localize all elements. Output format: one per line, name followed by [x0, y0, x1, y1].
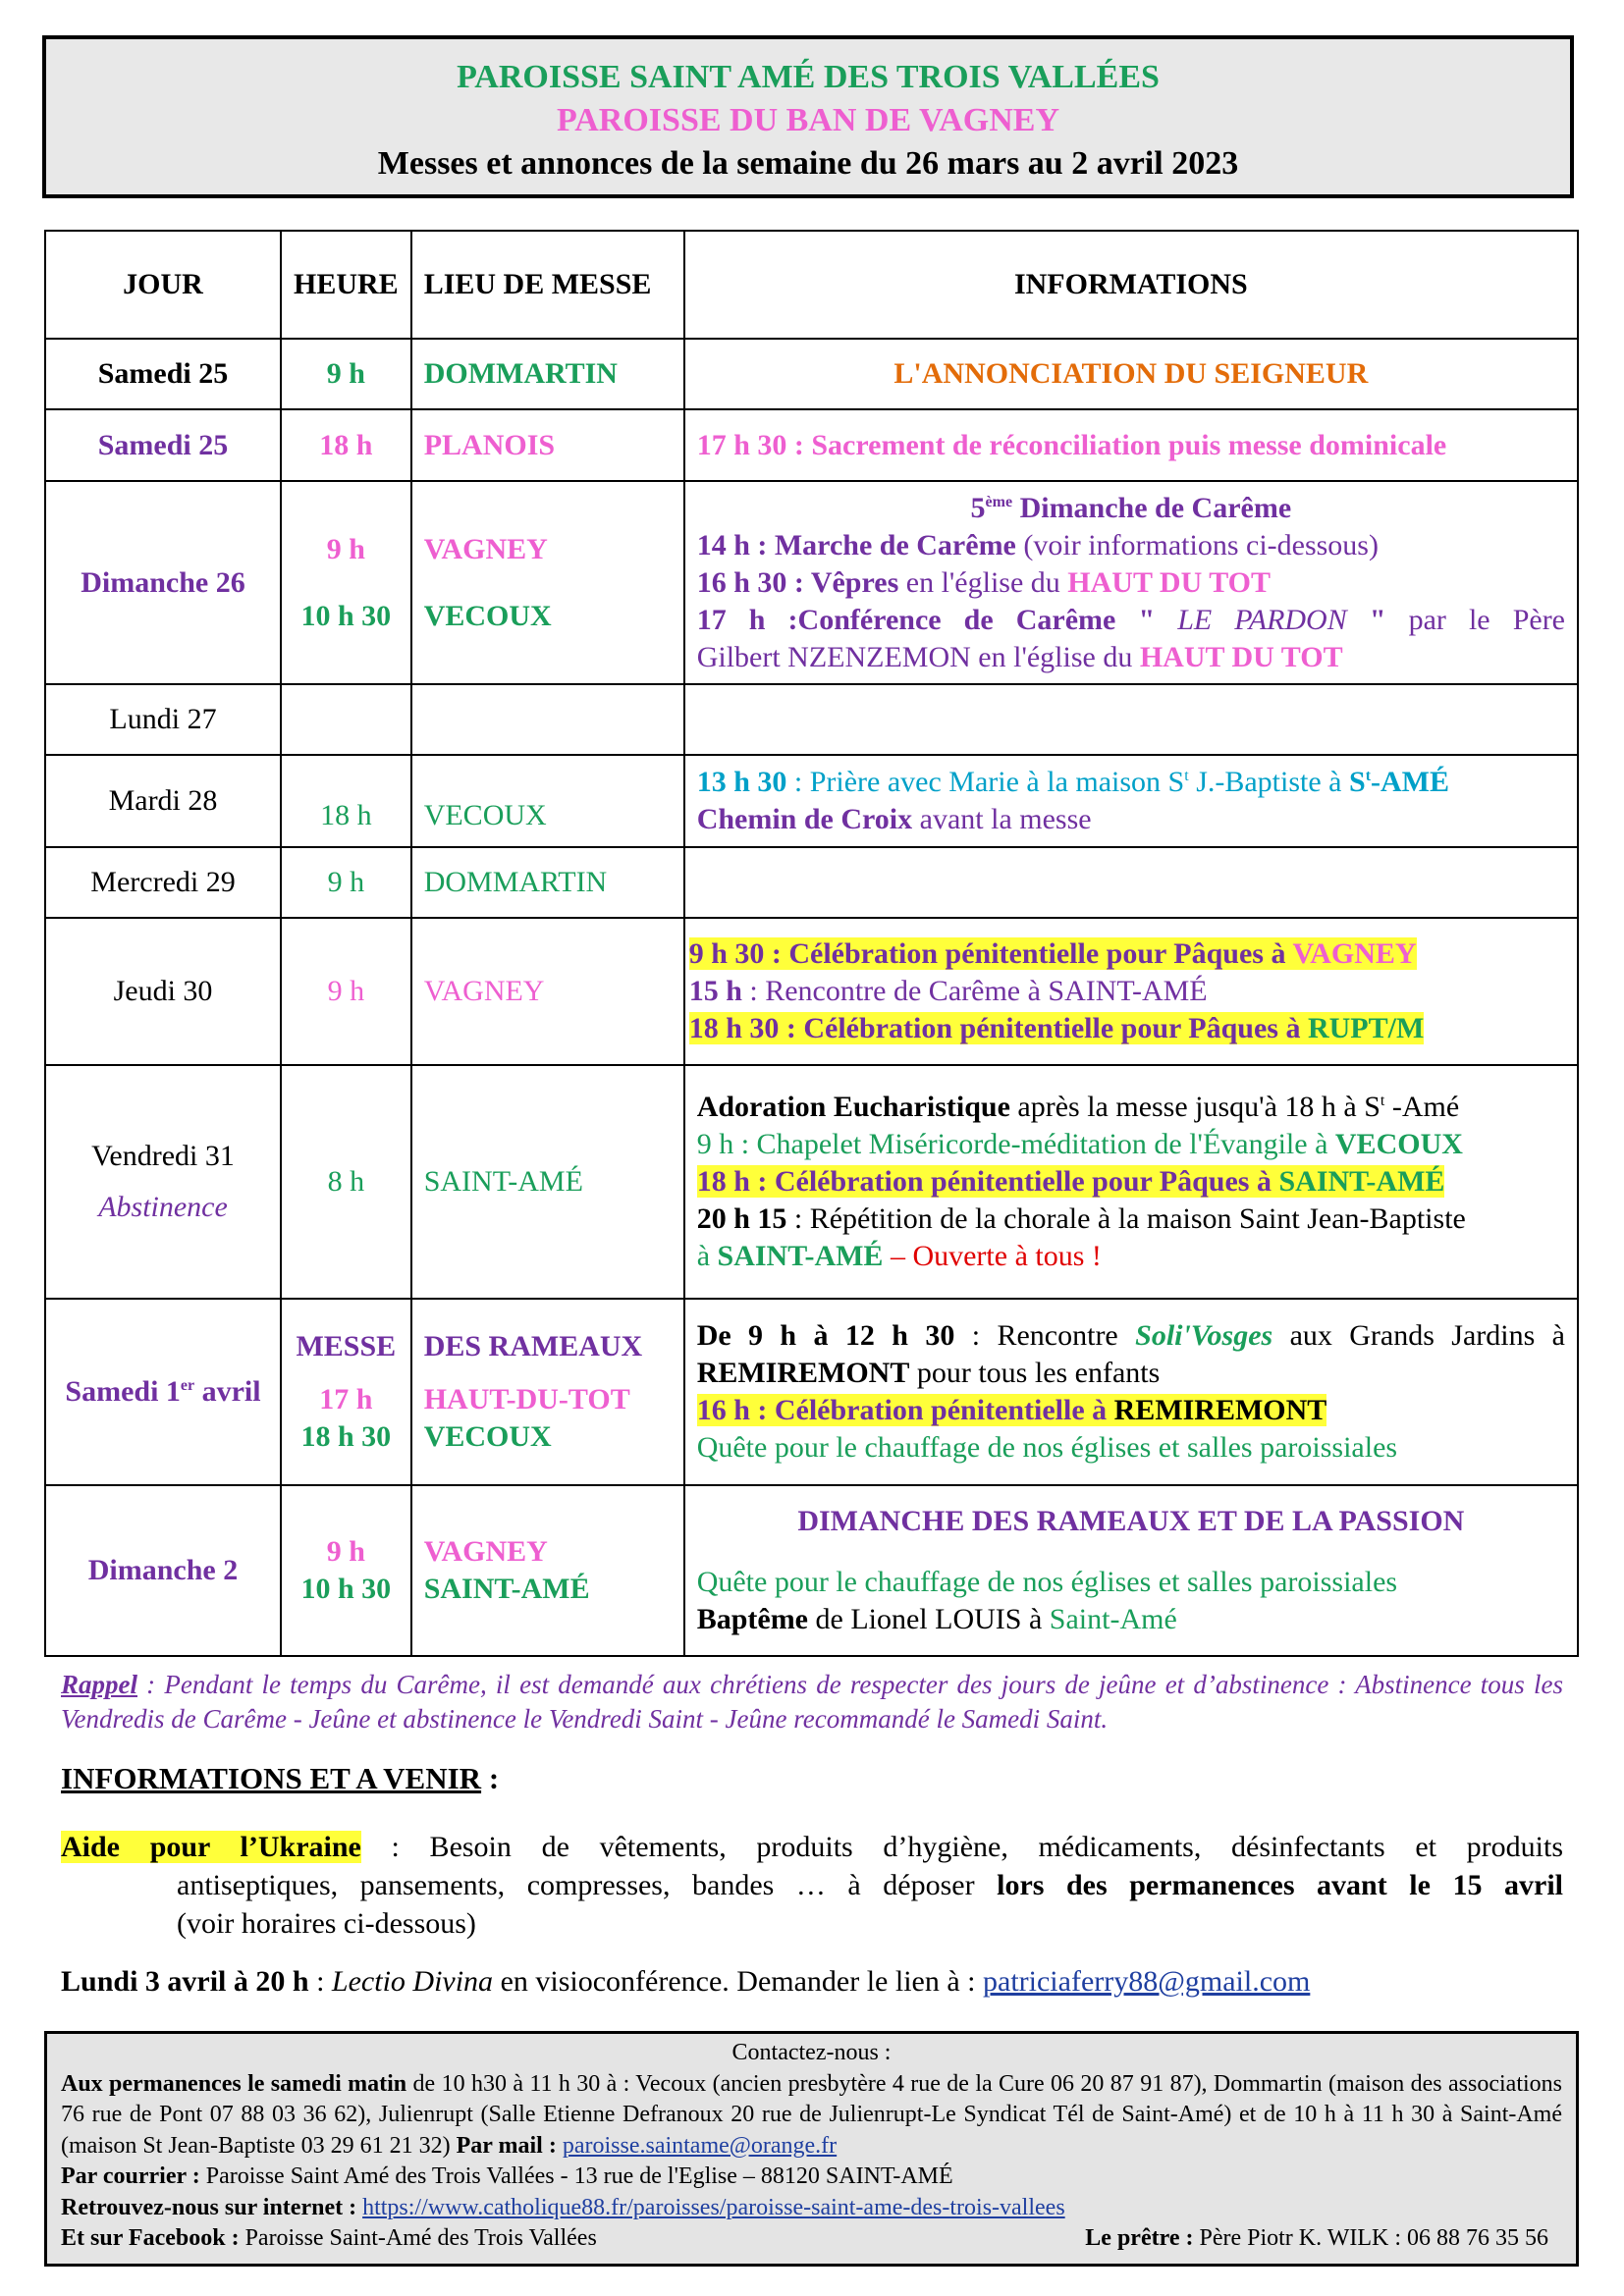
rappel-label: Rappel: [61, 1670, 137, 1699]
info-text: de Lionel LOUIS à: [808, 1603, 1050, 1635]
info-text: 17 h :Conférence de Carême ": [696, 603, 1156, 636]
parish-title: PAROISSE SAINT AMÉ DES TROIS VALLÉES: [457, 59, 1160, 95]
info-text: 13 h 30: [696, 766, 787, 798]
info-cell: 17 h 30 : Sacrement de réconciliation puis messe dominicale: [684, 409, 1578, 481]
parish-subtitle: PAROISSE DU BAN DE VAGNEY: [557, 102, 1059, 138]
hour-text: 18 h 30: [300, 1420, 392, 1453]
info-text: 14 h : Marche de Carême: [696, 528, 1016, 561]
col-day: JOUR: [45, 231, 281, 339]
info-text: 5: [970, 491, 986, 524]
table-row: [45, 918, 1578, 1065]
superscript: t: [1365, 768, 1372, 784]
info-text: Chemin de Croix: [696, 803, 913, 835]
info-text: pour tous les enfants: [909, 1357, 1161, 1389]
info-text: Adoration Eucharistique: [696, 1091, 1010, 1123]
email-link[interactable]: patriciaferry88@gmail.com: [983, 1965, 1311, 1998]
table-row: [45, 1485, 1578, 1656]
hour-text: 10 h 30: [300, 1573, 392, 1605]
info-text: 18 h : Célébration pénitentielle pour Pâques à: [696, 1165, 1279, 1198]
table-row: [45, 481, 1578, 684]
place-cell: [411, 481, 684, 684]
place-text: HAUT-DU-TOT: [423, 1383, 630, 1415]
info-text: De 9 h à 12 h 30: [696, 1319, 955, 1352]
info-line: [689, 973, 1565, 1010]
col-info: INFORMATIONS: [684, 231, 1578, 339]
info-line: [697, 1238, 1565, 1275]
contact-label: Aux permanences le samedi matin: [61, 2070, 407, 2097]
info-line: [697, 639, 1565, 676]
info-line: [697, 490, 1565, 527]
day-cell: Lundi 27: [45, 684, 281, 755]
info-text: HAUT DU TOT: [1067, 565, 1272, 599]
notice-text: en visioconférence. Demander le lien à :: [493, 1965, 984, 1998]
info-text: : Répétition de la chorale à la maison Saint Jean-Baptiste: [786, 1202, 1466, 1235]
contact-label: Par mail :: [456, 2132, 557, 2159]
contact-label: Et sur Facebook :: [61, 2225, 240, 2251]
day-cell: Mercredi 29: [45, 847, 281, 918]
info-text: SAINT-AMÉ: [717, 1240, 884, 1272]
place-1: VAGNEY: [423, 532, 548, 565]
contact-priest: [1085, 2223, 1562, 2255]
table-row: [45, 1065, 1578, 1299]
notice-text: lors des permanences avant le 15 avril: [997, 1869, 1563, 1901]
place-text: VAGNEY: [423, 1535, 548, 1568]
header-box: [42, 35, 1574, 198]
info-text: après la messe jusqu'à 18 h à S: [1009, 1091, 1380, 1123]
hour-cell: 9 h: [281, 918, 411, 1065]
info-cell: [684, 755, 1578, 847]
info-text: -Amé: [1384, 1091, 1460, 1123]
notice-line: [61, 1828, 1563, 1866]
hour-cell: [281, 684, 411, 755]
hour-cell: [281, 481, 411, 684]
place-cell: SAINT-AMÉ: [411, 1065, 684, 1299]
info-text: 15 h: [688, 975, 742, 1007]
mass-schedule-table: [44, 230, 1579, 1657]
info-line: [689, 935, 1565, 973]
hour-cell: [281, 1485, 411, 1656]
place-cell: [411, 1299, 684, 1485]
info-line: [697, 801, 1565, 838]
day-cell: [45, 1065, 281, 1299]
info-text: 18 h 30 : Célébration pénitentielle pour Pâques à: [688, 1012, 1308, 1044]
info-line: [689, 1010, 1565, 1047]
table-row: [45, 684, 1578, 755]
info-line: [697, 1317, 1565, 1355]
info-text: Dimanche de Carême: [1012, 491, 1292, 524]
place-2: VECOUX: [423, 599, 552, 632]
notice-text: Lectio Divina: [331, 1965, 494, 1998]
hour-2: 10 h 30: [300, 599, 392, 632]
superscript: er: [180, 1377, 195, 1394]
info-line: [697, 1126, 1565, 1163]
info-text: : Rencontre de Carême à SAINT-AMÉ: [741, 975, 1208, 1007]
hour-text: 9 h: [326, 1535, 365, 1568]
week-title: Messes et annonces de la semaine du 26 mars au 2 avril 2023: [377, 145, 1239, 182]
notice-label: Aide pour l’Ukraine: [61, 1831, 361, 1863]
superscript: t: [1380, 1093, 1385, 1109]
hour-cell: 18 h: [281, 409, 411, 481]
col-hour: HEURE: [281, 231, 411, 339]
place-text: SAINT-AMÉ: [423, 1573, 590, 1605]
info-text: SAINT-AMÉ: [1278, 1165, 1445, 1198]
info-line: [697, 1089, 1565, 1126]
info-text: 16 h : Célébration pénitentielle à: [696, 1394, 1114, 1426]
place-cell: PLANOIS: [411, 409, 684, 481]
place-cell: DOMMARTIN: [411, 847, 684, 918]
info-text: REMIREMONT: [696, 1357, 910, 1389]
contact-text: Paroisse Saint Amé des Trois Vallées - 13 rue de l'Eglise – 88120 SAINT-AMÉ: [199, 2163, 953, 2189]
day-text: Vendredi 31: [91, 1140, 235, 1172]
info-line: [697, 527, 1565, 564]
superscript: t: [1184, 768, 1189, 784]
info-line: [697, 1163, 1565, 1201]
table-row: [45, 1299, 1578, 1485]
info-text: HAUT DU TOT: [1139, 640, 1343, 673]
info-text: Gilbert NZENZEMON en l'église du: [696, 640, 1140, 673]
section-title-colon: :: [481, 1761, 500, 1795]
hour-cell: 8 h: [281, 1065, 411, 1299]
contact-facebook-priest: [61, 2223, 1562, 2255]
info-cell: [684, 918, 1578, 1065]
info-cell: [684, 481, 1578, 684]
table-header-row: [45, 231, 1578, 339]
info-text: Soli'Vosges: [1135, 1319, 1273, 1352]
place-cell: VAGNEY: [411, 918, 684, 1065]
info-cell: [684, 684, 1578, 755]
place-cell: [411, 755, 684, 847]
hour-text: 18 h: [320, 799, 372, 831]
contact-label: Le prêtre :: [1085, 2225, 1194, 2251]
contact-facebook: [61, 2223, 597, 2255]
notice-text: antiseptiques, pansements, compresses, bandes … à déposer: [177, 1869, 998, 1901]
place-text: DES RAMEAUX: [423, 1330, 643, 1362]
contact-text: Paroisse Saint-Amé des Trois Vallées: [239, 2225, 597, 2251]
notice-line: (voir horaires ci-dessous): [177, 1907, 476, 1940]
table-row: [45, 409, 1578, 481]
notice-text: Lundi 3 avril à 20 h: [61, 1965, 309, 1998]
info-text: 9 h : Chapelet Miséricorde-méditation de l'Évangile à: [696, 1128, 1335, 1160]
contact-label: Retrouvez-nous sur internet :: [61, 2194, 357, 2220]
superscript: ème: [985, 493, 1013, 510]
info-line: [697, 564, 1565, 602]
info-text: – Ouverte à tous !: [883, 1240, 1102, 1272]
contact-text: de 10 h30 à 11 h 30 à : Vecoux (ancien presbytère 4 rue de la Cure 06 20 87 91 87), Dommartin (maison des associations 76 rue de Pont 07 88 03 36 62), Julienrupt (Salle Etienne Defranoux 20 rue de Julienrupt-Le Syndicat Tél de Saint-Amé) et de 10 h à 11 h 30 à Saint-Amé (maison St Jean-Baptiste 03 29 61 21 32): [61, 2070, 1563, 2159]
lectio-divina-notice: [61, 1965, 1310, 1999]
place-cell: DOMMARTIN: [411, 339, 684, 409]
email-link[interactable]: paroisse.saintame@orange.fr: [562, 2132, 838, 2159]
day-text: avril: [194, 1375, 261, 1408]
info-cell: L'ANNONCIATION DU SEIGNEUR: [684, 339, 1578, 409]
info-text: 20 h 15: [696, 1202, 787, 1235]
website-link[interactable]: https://www.catholique88.fr/paroisses/paroisse-saint-ame-des-trois-vallees: [362, 2194, 1065, 2220]
hour-cell: 9 h: [281, 339, 411, 409]
place-text: VECOUX: [423, 799, 547, 831]
rappel-note: [61, 1668, 1563, 1736]
contact-title: Contactez-nous :: [731, 2040, 892, 2065]
day-cell: Jeudi 30: [45, 918, 281, 1065]
day-cell: Samedi 25: [45, 339, 281, 409]
table-row: [45, 847, 1578, 918]
contact-permanences: [61, 2069, 1562, 2163]
info-cell: [684, 1299, 1578, 1485]
day-cell: Dimanche 26: [45, 481, 281, 684]
info-text: (voir informations ci-dessous): [1015, 528, 1379, 561]
info-text: REMIREMONT: [1113, 1394, 1327, 1426]
hour-text: MESSE: [296, 1330, 397, 1362]
info-line: [697, 1392, 1565, 1429]
day-cell: Mardi 28: [45, 755, 281, 847]
info-text: aux Grands Jardins à: [1272, 1319, 1565, 1352]
hour-1: 9 h: [326, 532, 365, 565]
info-line: Quête pour le chauffage de nos églises et salles paroissiales: [696, 1431, 1398, 1464]
hour-cell: [281, 1299, 411, 1485]
info-text: -AMÉ: [1371, 766, 1449, 798]
contact-box: [44, 2031, 1579, 2267]
info-text: à: [696, 1240, 718, 1272]
notice-line: [61, 1866, 1563, 1904]
day-note: Abstinence: [98, 1191, 228, 1223]
info-line: DIMANCHE DES RAMEAUX ET DE LA PASSION: [797, 1505, 1465, 1537]
ukraine-aid-notice: [61, 1828, 1563, 1943]
contact-mail: [61, 2162, 1562, 2193]
info-text: par le Père: [1385, 603, 1565, 636]
contact-web: [61, 2193, 1562, 2224]
info-line: [697, 1201, 1565, 1238]
contact-label: Par courrier :: [61, 2163, 200, 2189]
place-cell: [411, 684, 684, 755]
info-cell: [684, 1065, 1578, 1299]
place-text: VECOUX: [423, 1420, 552, 1453]
contact-text: Père Piotr K. WILK : 06 88 76 35 56: [1193, 2225, 1548, 2251]
info-line: Quête pour le chauffage de nos églises et salles paroissiales: [696, 1566, 1398, 1598]
notice-text: :: [308, 1965, 332, 1998]
info-text: avant la messe: [912, 803, 1092, 835]
info-text: : Prière avec Marie à la maison S: [786, 766, 1185, 798]
info-line: [697, 1601, 1565, 1638]
info-text: 16 h 30 : Vêpres: [696, 565, 899, 599]
info-line: [697, 1355, 1565, 1392]
info-text: VAGNEY: [1292, 937, 1417, 970]
info-line: [697, 764, 1565, 801]
info-text: : Rencontre: [954, 1319, 1136, 1352]
hour-cell: 9 h: [281, 847, 411, 918]
day-cell: Dimanche 2: [45, 1485, 281, 1656]
table-row: [45, 339, 1578, 409]
info-cell: [684, 1485, 1578, 1656]
place-cell: [411, 1485, 684, 1656]
info-text: VECOUX: [1334, 1128, 1463, 1160]
info-text: RUPT/M: [1307, 1012, 1425, 1044]
info-line: [697, 602, 1565, 639]
day-text: Samedi 1: [65, 1375, 181, 1408]
section-title-text: INFORMATIONS ET A VENIR: [61, 1761, 482, 1795]
hour-cell: [281, 755, 411, 847]
info-text: Saint-Amé: [1049, 1603, 1177, 1635]
day-cell: [45, 1299, 281, 1485]
rappel-text: : Pendant le temps du Carême, il est demandé aux chrétiens de respecter des jours de jeûne et d’abstinence : Abstinence tous les Vendredis de Carême - Jeûne et abstinence le Vendredi Saint - Jeûne recommandé le Samedi Saint.: [61, 1670, 1563, 1734]
hour-text: 17 h: [319, 1383, 373, 1415]
info-text: S: [1349, 766, 1366, 798]
info-text: ": [1369, 603, 1386, 636]
table-row: [45, 755, 1578, 847]
info-text: Baptême: [696, 1603, 808, 1635]
notice-text: : Besoin de vêtements, produits d’hygiène, médicaments, désinfectants et produits: [360, 1831, 1563, 1863]
info-text: 9 h 30 : Célébration pénitentielle pour Pâques à: [688, 937, 1293, 970]
info-cell: [684, 847, 1578, 918]
info-text: LE PARDON: [1155, 603, 1370, 636]
col-place: LIEU DE MESSE: [411, 231, 684, 339]
info-text: J.-Baptiste à: [1188, 766, 1349, 798]
info-text: en l'église du: [898, 565, 1068, 599]
section-title: [61, 1761, 499, 1796]
day-cell: Samedi 25: [45, 409, 281, 481]
